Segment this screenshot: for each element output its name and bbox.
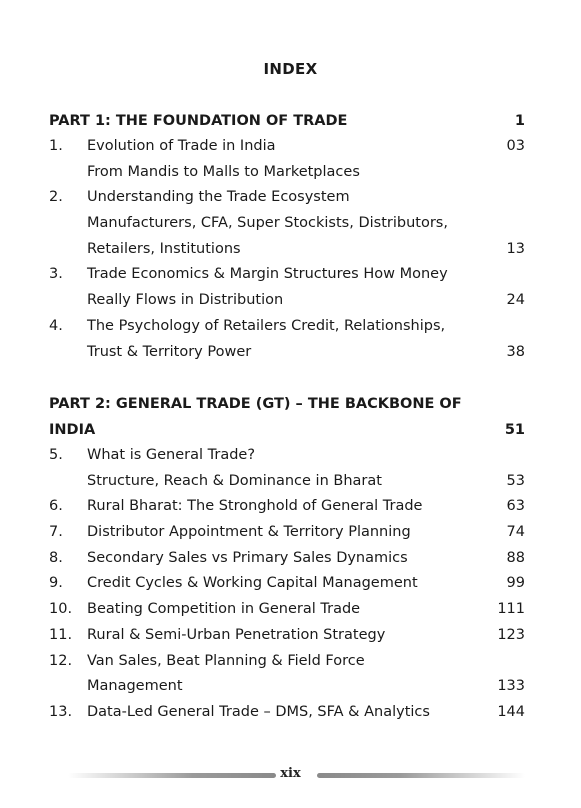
part-2-section bbox=[49, 391, 525, 726]
entry-number: 1. bbox=[49, 138, 63, 154]
entry-page-number: 63 bbox=[506, 498, 525, 515]
part-title: PART 2: GENERAL TRADE (GT) – THE BACKBONE OF bbox=[49, 396, 462, 412]
entry-page-number: 99 bbox=[506, 575, 525, 592]
entry-page-number: 74 bbox=[506, 524, 525, 541]
toc-entry bbox=[49, 443, 525, 494]
part-heading bbox=[49, 108, 525, 134]
part-1-section bbox=[49, 108, 525, 365]
entry-number: 7. bbox=[49, 524, 63, 541]
entry-subtitle: Management bbox=[87, 678, 183, 695]
part-heading-continued bbox=[49, 417, 525, 443]
entry-page-number: 38 bbox=[506, 343, 525, 360]
entry-page-number: 123 bbox=[497, 626, 525, 643]
part-page-number: 1 bbox=[514, 113, 525, 129]
entry-page-number: 03 bbox=[506, 138, 525, 154]
toc-entry bbox=[49, 623, 525, 649]
toc-entry bbox=[49, 262, 525, 313]
entry-page-number: 88 bbox=[506, 549, 525, 566]
entry-page-number: 24 bbox=[506, 292, 525, 309]
page-folio: xix bbox=[280, 766, 301, 781]
entry-page-number: 53 bbox=[506, 472, 525, 489]
entry-subtitle: Manufacturers, CFA, Super Stockists, Distributors, bbox=[87, 215, 448, 232]
toc-entry bbox=[49, 546, 525, 572]
entry-title: Understanding the Trade Ecosystem bbox=[87, 189, 350, 206]
entry-title: Distributor Appointment & Territory Planning bbox=[87, 524, 411, 541]
entry-number: 12. bbox=[49, 652, 73, 669]
part-title-continued: INDIA bbox=[49, 422, 96, 438]
toc-entry bbox=[49, 494, 525, 520]
entry-number: 10. bbox=[49, 601, 73, 618]
entry-title: Evolution of Trade in India bbox=[87, 138, 276, 154]
toc-entry bbox=[49, 134, 525, 185]
entry-title: What is General Trade? bbox=[87, 447, 256, 463]
entry-subtitle: Really Flows in Distribution bbox=[87, 292, 284, 309]
entry-number: 5. bbox=[49, 447, 63, 463]
entry-number: 8. bbox=[49, 549, 63, 566]
entry-number: 4. bbox=[49, 317, 63, 334]
entry-title: Trade Economics & Margin Structures How Money bbox=[87, 266, 448, 283]
part-title: PART 1: THE FOUNDATION OF TRADE bbox=[49, 113, 348, 129]
toc-entry bbox=[49, 520, 525, 546]
entry-title: Secondary Sales vs Primary Sales Dynamics bbox=[87, 549, 408, 566]
entry-page-number: 144 bbox=[497, 703, 525, 720]
page-title: INDEX bbox=[263, 60, 318, 78]
entry-title: Credit Cycles & Working Capital Management bbox=[87, 575, 418, 592]
toc-entry bbox=[49, 700, 525, 726]
toc-entry bbox=[49, 314, 525, 365]
entry-page-number: 133 bbox=[497, 678, 525, 695]
entry-page-number: 111 bbox=[497, 601, 525, 618]
entry-subtitle: Structure, Reach & Dominance in Bharat bbox=[87, 472, 382, 489]
entry-subtitle: Trust & Territory Power bbox=[87, 343, 252, 360]
entry-number: 3. bbox=[49, 266, 63, 283]
entry-title: Data-Led General Trade – DMS, SFA & Analytics bbox=[87, 703, 430, 720]
entry-subtitle: From Mandis to Malls to Marketplaces bbox=[87, 163, 360, 180]
toc-entry bbox=[49, 649, 525, 700]
toc-entry bbox=[49, 571, 525, 597]
entry-page-number: 13 bbox=[506, 240, 525, 257]
part-page-number: 51 bbox=[504, 422, 525, 438]
footer-rule-right bbox=[317, 773, 525, 778]
entry-title: The Psychology of Retailers Credit, Relationships, bbox=[87, 317, 446, 334]
toc-entry bbox=[49, 185, 525, 262]
toc-entry bbox=[49, 597, 525, 623]
entry-number: 2. bbox=[49, 189, 63, 206]
page-footer bbox=[0, 764, 581, 784]
entry-number: 11. bbox=[49, 626, 73, 643]
entry-number: 13. bbox=[49, 703, 73, 720]
entry-number: 6. bbox=[49, 498, 63, 515]
entry-title: Beating Competition in General Trade bbox=[87, 601, 361, 618]
part-heading bbox=[49, 391, 525, 417]
entry-number: 9. bbox=[49, 575, 63, 592]
entry-title: Van Sales, Beat Planning & Field Force bbox=[87, 652, 365, 669]
entry-subtitle: Retailers, Institutions bbox=[87, 240, 241, 257]
entry-title: Rural & Semi-Urban Penetration Strategy bbox=[87, 626, 386, 643]
entry-title: Rural Bharat: The Stronghold of General Trade bbox=[87, 498, 423, 515]
